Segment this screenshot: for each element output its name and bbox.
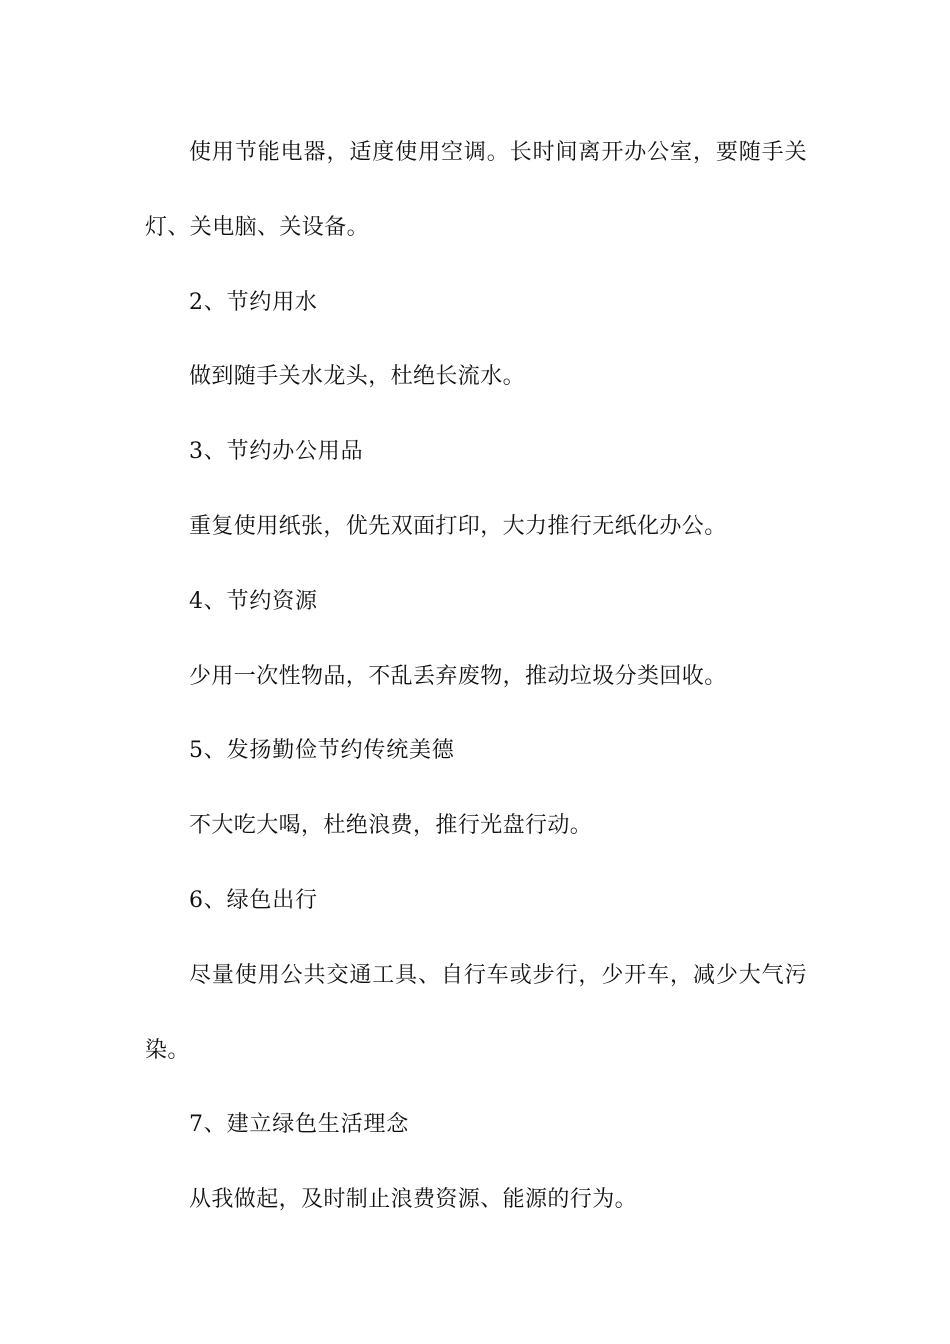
heading-frugality: 5、发扬勤俭节约传统美德 <box>189 738 455 764</box>
paragraph-green-travel: 尽量使用公共交通工具、自行车或步行，少开车，减少大气污染。 <box>145 962 807 1063</box>
paragraph-energy-saving: 使用节能电器，适度使用空调。长时间离开办公室，要随手关灯、关电脑、关设备。 <box>145 140 807 240</box>
paragraph-save-office-supplies: 重复使用纸张，优先双面打印，大力推行无纸化办公。 <box>189 513 727 539</box>
paragraph-save-resources: 少用一次性物品，不乱丢弃废物，推动垃圾分类回收。 <box>189 663 727 689</box>
heading-save-office-supplies: 3、节约办公用品 <box>189 439 364 465</box>
heading-green-travel: 6、绿色出行 <box>189 887 318 913</box>
heading-save-resources: 4、节约资源 <box>189 588 318 614</box>
paragraph-save-water: 做到随手关水龙头，杜绝长流水。 <box>189 364 526 390</box>
heading-save-water: 2、节约用水 <box>189 289 318 315</box>
document-body <box>145 116 807 1238</box>
paragraph-green-lifestyle: 从我做起，及时制止浪费资源、能源的行为。 <box>189 1187 638 1213</box>
paragraph-frugality: 不大吃大喝，杜绝浪费，推行光盘行动。 <box>189 813 593 839</box>
heading-green-lifestyle: 7、建立绿色生活理念 <box>189 1112 409 1138</box>
